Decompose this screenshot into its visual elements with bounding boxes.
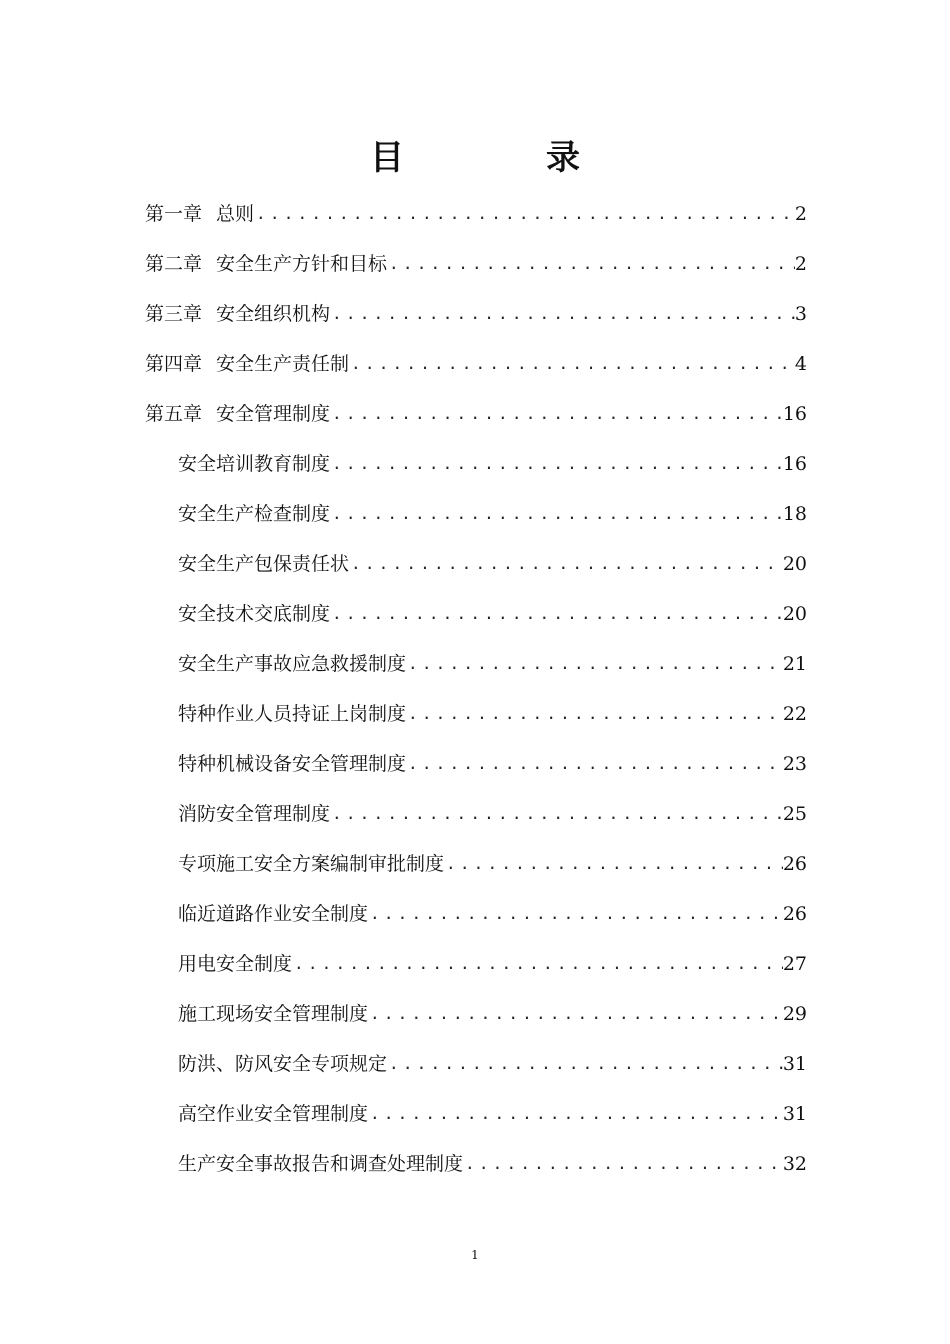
section-title: 特种机械设备安全管理制度 <box>178 753 407 775</box>
leader-dots <box>330 789 783 839</box>
section-title: 生产安全事故报告和调查处理制度 <box>178 1153 464 1175</box>
toc-section-14[interactable] <box>178 1089 807 1139</box>
section-title: 安全生产检查制度 <box>178 503 331 525</box>
toc-section-8[interactable] <box>178 789 807 839</box>
section-title: 安全培训教育制度 <box>178 453 331 475</box>
section-title: 专项施工安全方案编制审批制度 <box>178 853 445 875</box>
leader-dots <box>387 239 795 289</box>
page-title: 目 录 <box>370 138 634 178</box>
page-number: 3 <box>794 303 807 325</box>
leader-dots <box>406 739 783 789</box>
page-number: 29 <box>782 1003 807 1025</box>
chapter-number: 第一章 <box>145 203 203 225</box>
footer-page-number: 1 <box>471 1248 479 1262</box>
toc-section-2[interactable] <box>178 489 807 539</box>
chapter-title: 安全生产责任制 <box>216 353 350 375</box>
leader-dots <box>330 589 783 639</box>
chapter-title: 安全生产方针和目标 <box>216 253 388 275</box>
page-number: 16 <box>782 403 807 425</box>
section-title: 安全生产包保责任状 <box>178 553 350 575</box>
section-title: 高空作业安全管理制度 <box>178 1103 369 1125</box>
toc-section-15[interactable] <box>178 1139 807 1189</box>
page-number: 21 <box>782 653 807 675</box>
leader-dots <box>368 1089 783 1139</box>
page-number: 2 <box>794 253 807 275</box>
toc-chapter-3[interactable] <box>145 289 807 339</box>
toc-chapter-1[interactable] <box>145 189 807 239</box>
toc-chapter-4[interactable] <box>145 339 807 389</box>
chapter-number: 第五章 <box>145 403 203 425</box>
leader-dots <box>349 539 783 589</box>
toc-section-6[interactable] <box>178 689 807 739</box>
toc-chapter-5[interactable] <box>145 389 807 439</box>
page-number: 20 <box>782 603 807 625</box>
chapter-title: 总则 <box>216 203 255 225</box>
page-number: 16 <box>782 453 807 475</box>
toc-section-1[interactable] <box>178 439 807 489</box>
toc-section-12[interactable] <box>178 989 807 1039</box>
section-title: 防洪、防风安全专项规定 <box>178 1053 388 1075</box>
section-title: 施工现场安全管理制度 <box>178 1003 369 1025</box>
page-number: 26 <box>782 903 807 925</box>
leader-dots <box>330 489 783 539</box>
leader-dots <box>349 339 795 389</box>
page-number: 26 <box>782 853 807 875</box>
leader-dots <box>444 839 783 889</box>
section-title: 临近道路作业安全制度 <box>178 903 369 925</box>
toc-section-11[interactable] <box>178 939 807 989</box>
toc-section-5[interactable] <box>178 639 807 689</box>
chapter-number: 第二章 <box>145 253 203 275</box>
toc-section-4[interactable] <box>178 589 807 639</box>
page-number: 31 <box>782 1053 807 1075</box>
toc-section-3[interactable] <box>178 539 807 589</box>
leader-dots <box>330 439 783 489</box>
page-number: 4 <box>794 353 807 375</box>
leader-dots <box>368 989 783 1039</box>
leader-dots <box>292 939 783 989</box>
section-title: 用电安全制度 <box>178 953 293 975</box>
page-number: 23 <box>782 753 807 775</box>
leader-dots <box>254 189 795 239</box>
toc-section-10[interactable] <box>178 889 807 939</box>
page-number: 2 <box>794 203 807 225</box>
section-title: 特种作业人员持证上岗制度 <box>178 703 407 725</box>
leader-dots <box>330 289 795 339</box>
page-number: 31 <box>782 1103 807 1125</box>
page-number: 20 <box>782 553 807 575</box>
leader-dots <box>406 689 783 739</box>
page-number: 22 <box>782 703 807 725</box>
leader-dots <box>406 639 783 689</box>
section-title: 安全生产事故应急救援制度 <box>178 653 407 675</box>
page-number: 18 <box>782 503 807 525</box>
leader-dots <box>387 1039 783 1089</box>
chapter-title: 安全组织机构 <box>216 303 331 325</box>
toc-chapter-2[interactable] <box>145 239 807 289</box>
page-number: 25 <box>782 803 807 825</box>
leader-dots <box>463 1139 783 1189</box>
leader-dots <box>330 389 783 439</box>
page-number: 27 <box>782 953 807 975</box>
section-title: 安全技术交底制度 <box>178 603 331 625</box>
section-title: 消防安全管理制度 <box>178 803 331 825</box>
chapter-number: 第四章 <box>145 353 203 375</box>
chapter-title: 安全管理制度 <box>216 403 331 425</box>
leader-dots <box>368 889 783 939</box>
toc-section-7[interactable] <box>178 739 807 789</box>
page-number: 32 <box>782 1153 807 1175</box>
toc-section-9[interactable] <box>178 839 807 889</box>
chapter-number: 第三章 <box>145 303 203 325</box>
toc-section-13[interactable] <box>178 1039 807 1089</box>
